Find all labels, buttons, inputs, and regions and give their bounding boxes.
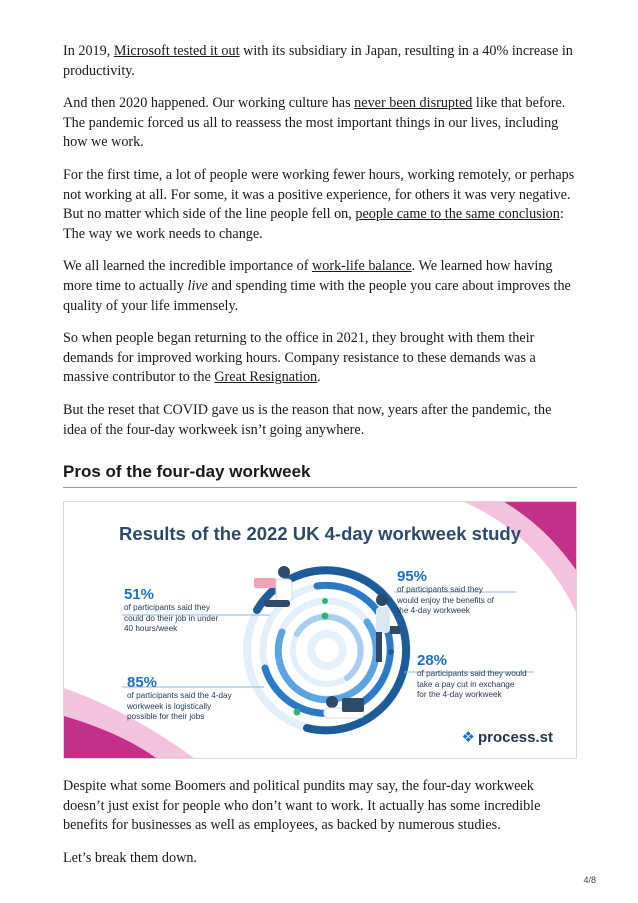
- stat-text-line: of participants said they: [124, 603, 211, 613]
- stat-51: [124, 586, 218, 634]
- article-body: [63, 42, 577, 881]
- stat-text-line: workweek is logistically: [127, 701, 212, 711]
- link-same-conclusion[interactable]: people came to the same conclusion: [355, 206, 560, 223]
- stat-value: 51%: [124, 586, 155, 604]
- paragraph-1: In 2019, Microsoft tested it out with its subsidiary in Japan, resulting in a 40% increase in productivity.: [63, 43, 573, 79]
- stat-text-line: of participants said the 4-day: [127, 691, 232, 701]
- stat-text-line: the 4-day workweek: [397, 605, 470, 615]
- section-heading: Pros of the four-day workweek: [63, 462, 577, 488]
- process-st-logo: [462, 728, 554, 746]
- paragraph-4: We all learned the incredible importance of work-life balance. We learned how having more time to actually live and spending time with the people you care about improves the quality of your life immensely.: [63, 258, 571, 314]
- stat-text-line: for the 4-day workweek: [417, 689, 502, 699]
- stat-value: 28%: [417, 652, 448, 670]
- stat-text-line: would enjoy the benefits of: [397, 595, 494, 605]
- stat-28: [417, 652, 527, 700]
- stat-95: [397, 568, 494, 616]
- stat-text-line: of participants said they would: [417, 669, 527, 679]
- link-never-been-disrupted[interactable]: never been disrupted: [354, 95, 473, 112]
- paragraph-6: But the reset that COVID gave us is the reason that now, years after the pandemic, the idea of the four-day workweek isn’t going anywhere.: [63, 401, 552, 438]
- stat-value: 95%: [397, 568, 428, 586]
- paragraph-3: For the first time, a lot of people were working fewer hours, working remotely, or perhaps not working at all. For some, it was a positive experience, for others it was very negative. But no matter which side of the line people fell on, people came to the same conclusion: The way we work needs to change.: [63, 166, 575, 242]
- paragraph-7: Despite what some Boomers and political pundits may say, the four-day workweek doesn’t just exist for people who don’t want to work. It actually has some incredible benefits for businesses as well as employees, as backed by numerous studies.: [63, 778, 541, 834]
- paragraph-8: Let’s break them down.: [63, 849, 197, 866]
- page-number: 4/8: [583, 875, 596, 885]
- paragraph-2: And then 2020 happened. Our working culture has never been disrupted like that before. The pandemic forced us all to reassess the most important things in our lives, including how we work.: [63, 95, 566, 151]
- stat-text-line: could do their job in under: [124, 613, 219, 623]
- link-microsoft-tested[interactable]: Microsoft tested it out: [113, 43, 240, 59]
- link-work-life-balance[interactable]: work-life balance: [312, 258, 412, 275]
- person-figure-bottom: [324, 696, 364, 718]
- process-st-logo-icon: ❖: [461, 729, 475, 747]
- ring-graphic: [247, 570, 407, 730]
- stat-value: 85%: [127, 674, 158, 692]
- link-great-resignation[interactable]: Great Resignation: [214, 369, 318, 386]
- brand-name: process.st: [477, 729, 553, 747]
- infographic-title: Results of the 2022 UK 4-day workweek study: [119, 523, 521, 545]
- stat-text-line: possible for their jobs: [127, 711, 205, 721]
- paragraph-5: So when people began returning to the office in 2021, they brought with them their demands for improved working hours. Company resistance to these demands was a massive contributor to the Great Resignation.: [63, 330, 536, 386]
- stat-text-line: of participants said they: [397, 585, 484, 595]
- stat-text-line: 40 hours/week: [124, 623, 178, 633]
- stat-85: [127, 674, 232, 722]
- stat-text-line: take a pay cut in exchange: [417, 679, 515, 689]
- study-infographic: [63, 501, 577, 759]
